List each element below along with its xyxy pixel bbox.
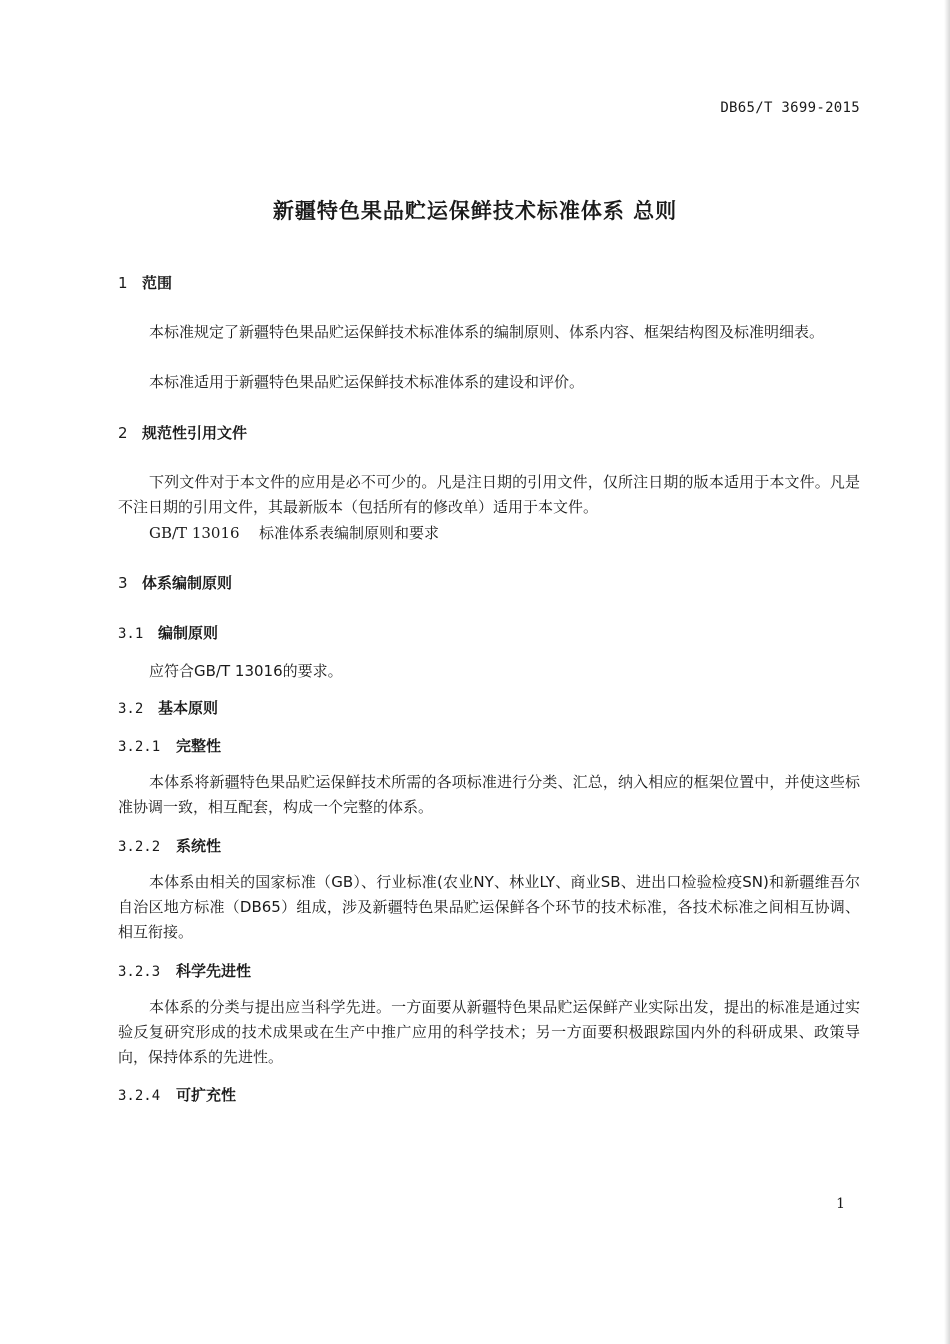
section-title: 规范性引用文件 (142, 424, 248, 442)
section-number: 2 (118, 424, 128, 442)
section-title: 科学先进性 (176, 962, 252, 980)
reference-code: GB/T 13016 (149, 524, 240, 542)
document-id: DB65/T 3699-2015 (720, 100, 860, 116)
scan-edge-shadow (944, 0, 950, 1344)
section-number: 3.2.3 (118, 964, 161, 980)
section-3-1-paragraph: 应符合GB/T 13016的要求。 (149, 662, 343, 680)
section-title: 完整性 (176, 737, 222, 755)
section-3-2-heading (118, 697, 218, 718)
normative-reference (149, 522, 439, 543)
section-1-paragraph-2: 本标准适用于新疆特色果品贮运保鲜技术标准体系的建设和评价。 (149, 373, 585, 391)
section-title: 系统性 (176, 837, 222, 855)
section-number: 3.2 (118, 701, 144, 717)
section-number: 3.1 (118, 626, 144, 642)
section-3-2-2-paragraph: 本体系由相关的国家标准（GB）、行业标准(农业NY、林业LY、商业SB、进出口检验检疫SN)和新疆维吾尔自治区地方标准（DB65）组成，涉及新疆特色果品贮运保鲜各个环节的技术标准，各技术标准之间相互协调、相互衔接。 (118, 873, 860, 941)
page-number: 1 (836, 1196, 845, 1212)
section-number: 3 (118, 574, 128, 592)
section-title: 可扩充性 (176, 1086, 237, 1104)
section-3-heading (118, 572, 232, 593)
section-3-2-3-heading (118, 960, 251, 981)
section-3-2-4-heading (118, 1084, 236, 1105)
section-1-paragraph-1: 本标准规定了新疆特色果品贮运保鲜技术标准体系的编制原则、体系内容、框架结构图及标准明细表。 (149, 323, 825, 341)
document-title: 新疆特色果品贮运保鲜技术标准体系 总则 (272, 199, 678, 223)
section-number: 3.2.4 (118, 1088, 161, 1104)
section-number: 3.2.1 (118, 739, 161, 755)
section-3-1-heading (118, 622, 218, 643)
section-number: 3.2.2 (118, 839, 161, 855)
reference-title: 标准体系表编制原则和要求 (259, 524, 440, 542)
section-title: 范围 (142, 274, 173, 292)
section-title: 编制原则 (158, 624, 219, 642)
section-3-2-2-heading (118, 835, 221, 856)
section-3-2-1-heading (118, 735, 221, 756)
section-3-2-1-paragraph: 本体系将新疆特色果品贮运保鲜技术所需的各项标准进行分类、汇总，纳入相应的框架位置中，并使这些标准协调一致，相互配套，构成一个完整的体系。 (118, 773, 860, 816)
section-title: 体系编制原则 (142, 574, 233, 592)
section-number: 1 (118, 274, 128, 292)
section-2-paragraph-1: 下列文件对于本文件的应用是必不可少的。凡是注日期的引用文件，仅所注日期的版本适用于本文件。凡是不注日期的引用文件，其最新版本（包括所有的修改单）适用于本文件。 (118, 473, 860, 516)
section-3-2-3-paragraph: 本体系的分类与提出应当科学先进。一方面要从新疆特色果品贮运保鲜产业实际出发，提出的标准是通过实验反复研究形成的技术成果或在生产中推广应用的科学技术；另一方面要积极跟踪国内外的科研成果、政策导向，保持体系的先进性。 (118, 998, 860, 1066)
section-1-heading (118, 272, 172, 293)
section-2-heading (118, 422, 247, 443)
section-title: 基本原则 (158, 699, 219, 717)
